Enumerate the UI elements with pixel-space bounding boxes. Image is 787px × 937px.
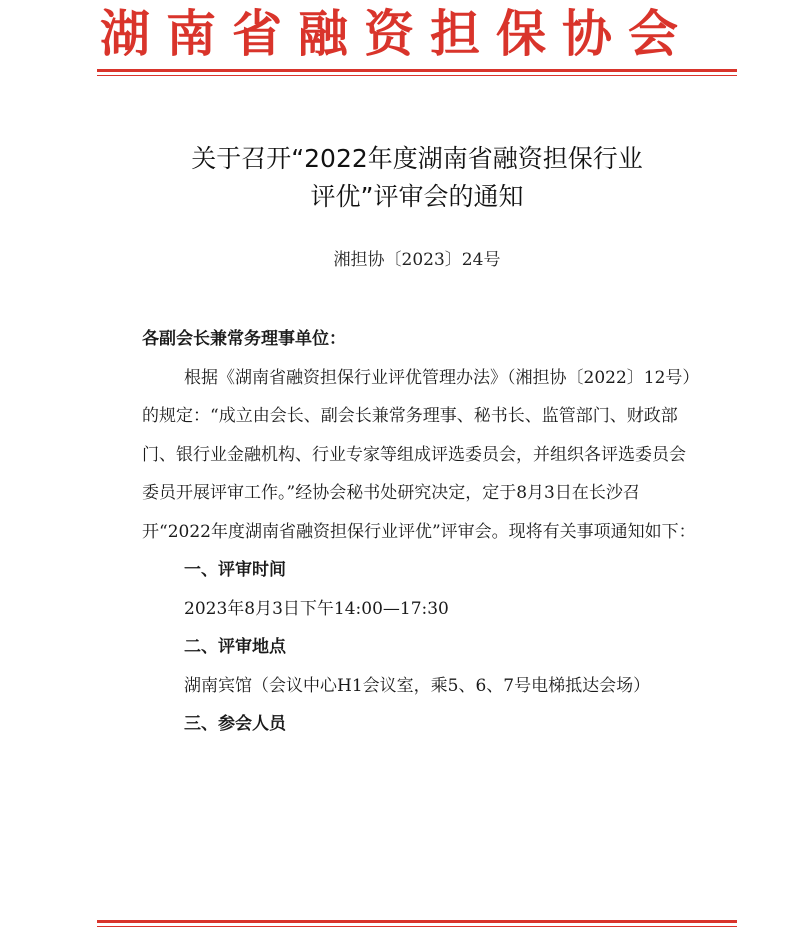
document-number: 湘担协〔2023〕24号 <box>333 250 501 270</box>
notice-body <box>142 320 698 744</box>
addressee: 各副会长兼常务理事单位： <box>142 329 346 349</box>
notice-title <box>97 140 737 216</box>
header-rule-thick <box>97 69 737 72</box>
org-masthead: 湖南省融资担保协会 <box>100 4 694 63</box>
section-text-venue: 湖南宾馆（会议中心H1会议室，乘5、6、7号电梯抵达会场） <box>184 675 651 696</box>
section-heading-attendees: 三、参会人员 <box>184 714 286 734</box>
header-rule-thin <box>97 75 737 76</box>
title-line-2: 评优”评审会的通知 <box>310 182 524 211</box>
title-line-1: 关于召开“2022年度湖南省融资担保行业 <box>191 144 643 173</box>
section-text-time: 2023年8月3日下午14:00—17:30 <box>184 598 449 619</box>
section-heading-time: 一、评审时间 <box>184 560 286 580</box>
footer-rule-thin <box>97 926 737 927</box>
section-heading-venue: 二、评审地点 <box>184 637 286 657</box>
footer-rule-thick <box>97 920 737 923</box>
intro-paragraph: 根据《湖南省融资担保行业评优管理办法》（湘担协〔2022〕12号）的规定：“成立由会长、副会长兼常务理事、秘书长、监管部门、财政部门、银行业金融机构、行业专家等组成评选委员会，并组织各评选委员会委员开展评审工作。”经协会秘书处研究决定，定于8月3日在长沙召开“2022年度湖南省融资担保行业评优”评审会。现将有关事项通知如下： <box>142 367 696 542</box>
